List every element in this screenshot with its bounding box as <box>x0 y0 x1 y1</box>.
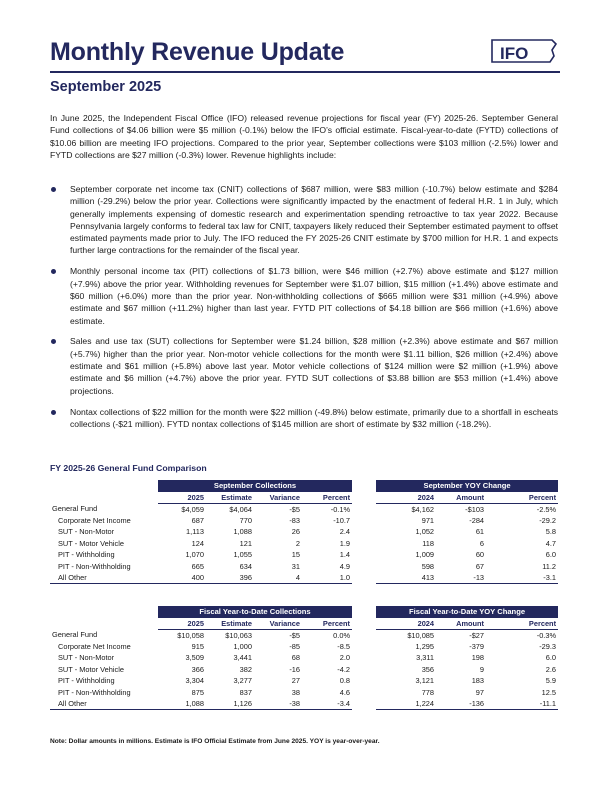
row-label: PIT - Non-Withholding <box>58 687 131 697</box>
bullet-icon <box>51 339 56 344</box>
table-cell: 3,121 <box>415 676 435 686</box>
table-cell: 6.0 <box>545 550 557 560</box>
table-cell: 382 <box>239 664 252 674</box>
page-header <box>50 38 560 70</box>
table-cell: 1,070 <box>185 550 204 560</box>
column-header: Variance <box>254 618 302 630</box>
table-cell: -13 <box>436 572 486 584</box>
row-label: All Other <box>50 698 158 710</box>
row-label: Corporate Net Income <box>58 641 131 651</box>
column-header: 2025 <box>158 618 206 630</box>
table-cell: -8.5 <box>337 641 351 651</box>
table-cell: 875 <box>191 687 204 697</box>
monthly-comparison-table <box>50 480 558 584</box>
table-row <box>50 687 558 699</box>
table-row <box>50 549 558 561</box>
table-cell: 4 <box>254 572 302 584</box>
column-header: 2025 <box>158 492 206 504</box>
table-cell: 1,088 <box>233 527 252 537</box>
table-cell: 198 <box>471 653 485 663</box>
table-cell: -10.7 <box>333 515 351 525</box>
table-row <box>50 538 558 550</box>
table-cell: 3,277 <box>233 676 252 686</box>
table-cell: 61 <box>475 527 485 537</box>
table-cell: 4.6 <box>339 687 351 697</box>
table-cell: 3,441 <box>233 653 252 663</box>
table-cell: 3,304 <box>185 676 204 686</box>
table-cell: 9 <box>479 664 485 674</box>
highlight-text: Monthly personal income tax (PIT) collections of $1.73 billion, were $46 million (+2.7%) above estimate and $127 million (+7.9%) above the prior year. Withholding revenues for September were $1.07 billion, $15 million (+1.4%) above estimate and $60 million (+6.0%) more than the prior year. Non-withholding collections of $665 million were $31 million (+4.9%) above estimate and $67 million (+11.2%) higher than last year. FYTD PIT collections of $4.18 billion are $66 million (+1.6%) above estimate. <box>70 266 558 326</box>
row-label: PIT - Withholding <box>58 550 115 560</box>
table-cell: 1.9 <box>339 538 351 548</box>
table-cell: 2.6 <box>545 664 557 674</box>
table-cell: -379 <box>469 641 485 651</box>
row-label: General Fund <box>52 504 98 514</box>
column-header: Percent <box>486 618 558 630</box>
table-cell: 687 <box>191 515 204 525</box>
table-cell: 31 <box>291 561 300 571</box>
table-cell: 2.0 <box>339 653 351 663</box>
table-cell: 1,295 <box>415 641 435 651</box>
table-cell: 5.8 <box>545 527 557 537</box>
table-cell: 1,088 <box>158 698 206 710</box>
table-cell: -2.5% <box>536 504 557 514</box>
column-header: Variance <box>254 492 302 504</box>
table-cell: $10,058 <box>177 630 204 640</box>
row-label: All Other <box>50 572 158 584</box>
table-cell: -$5 <box>289 504 300 514</box>
table-cell: -$5 <box>289 630 300 640</box>
row-label: PIT - Withholding <box>58 676 115 686</box>
column-header: Estimate <box>206 492 254 504</box>
bullet-icon <box>51 269 56 274</box>
table-cell: 6 <box>479 538 485 548</box>
table-cell: -4.2 <box>337 664 351 674</box>
table-cell: 1,055 <box>233 550 252 560</box>
highlight-cnit <box>50 183 558 257</box>
table-cell: 356 <box>421 664 435 674</box>
table-cell: -16 <box>289 664 300 674</box>
table-row <box>50 629 558 641</box>
row-label: Corporate Net Income <box>58 515 131 525</box>
table-row <box>50 503 558 515</box>
highlight-text: Sales and use tax (SUT) collections for September were $1.24 billion, $28 million (+2.3%) above estimate and $67 million (+5.7%) higher than the prior year. Non-motor vehicle collections for the month were $1.11 billion, $26 million (+2.4%) above estimate and $61 million (+5.8%) above last year. Motor vehicle collections of $124 million were $2 million (+1.9%) above estimate and $6 million (+4.7%) above the prior year. FYTD SUT collections of $3.88 billion are $53 million (+1.4%) above projections. <box>70 336 558 396</box>
table-cell: 0.8 <box>339 676 351 686</box>
table-cell: 38 <box>291 687 300 697</box>
table-cell: -0.3% <box>536 630 557 640</box>
table-row <box>50 652 558 664</box>
table-cell: -38 <box>254 698 302 710</box>
table-cell: 837 <box>239 687 252 697</box>
table-cell: $10,085 <box>407 630 435 640</box>
table-cell: 1,224 <box>376 698 436 710</box>
table-cell: 97 <box>475 687 485 697</box>
table-cell: 971 <box>421 515 435 525</box>
table-cell: 1,052 <box>415 527 435 537</box>
column-header: Estimate <box>206 618 254 630</box>
table-row <box>50 526 558 538</box>
highlight-text: September corporate net income tax (CNIT) collections of $687 million, were $83 million (-10.7%) below estimate and $284 million (-29.2%) below the prior year. Collections were significantly impacted by the enactment of federal H.R. 1 in July, which generally implements expensing of domestic research and experimentation spending retroactive to tax year 2022. Because Pennsylvania largely conforms to federal tax law for CNIT, taxpayers likely reduced their September estimated payment to offset estimated payments made prior to July. The IFO reduced the FY 2025-26 CNIT estimate by $700 million for H.R. 1 and expects further large contractions for the remainder of the fiscal year. <box>70 184 558 256</box>
table-cell: 366 <box>191 664 204 674</box>
table-cell: 1,113 <box>186 527 204 537</box>
table-cell: -83 <box>289 515 300 525</box>
table-cell: 5.9 <box>545 676 557 686</box>
table-cell: 3,509 <box>185 653 204 663</box>
highlight-pit <box>50 265 558 326</box>
column-header: Percent <box>486 492 558 504</box>
table-cell: -3.4 <box>302 698 352 710</box>
table-cell: -284 <box>469 515 485 525</box>
table-cell: 778 <box>421 687 435 697</box>
group-header-right: September YOY Change <box>376 480 558 492</box>
table-cell: 60 <box>475 550 485 560</box>
footnote: Note: Dollar amounts in millions. Estimate is IFO Official Estimate from June 2025. YOY is year-over-year. <box>50 738 380 745</box>
column-header: Amount <box>436 492 486 504</box>
table-cell: 4.7 <box>545 538 557 548</box>
intro-paragraph: In June 2025, the Independent Fiscal Office (IFO) released revenue projections for fiscal year (FY) 2025-26. September General Fund collections of $4.06 billion were $5 million (-0.1%) below the IFO’s official estimate. Fiscal-year-to-date (FYTD) collections of $10.06 billion are meeting IFO projections. Compared to the prior year, September collections were $103 million (-2.5%) lower and FYTD collections are $27 million (-0.3%) lower. Revenue highlights include: <box>50 113 558 160</box>
row-label: PIT - Non-Withholding <box>58 561 131 571</box>
group-header-right: Fiscal Year-to-Date YOY Change <box>376 606 558 618</box>
header-rule <box>50 71 560 73</box>
table-cell: 1.0 <box>302 572 352 584</box>
table-cell: 121 <box>239 538 252 548</box>
highlight-nontax <box>50 406 558 431</box>
table-cell: 396 <box>206 572 254 584</box>
column-header: 2024 <box>376 618 436 630</box>
table-cell: 915 <box>191 641 204 651</box>
table-row <box>50 664 558 676</box>
ifo-logo <box>486 32 560 68</box>
table-cell: -0.1% <box>330 504 351 514</box>
table-row <box>50 675 558 687</box>
table-cell: -136 <box>436 698 486 710</box>
table-row <box>50 698 558 710</box>
table-cell: 598 <box>421 561 435 571</box>
column-header: 2024 <box>376 492 436 504</box>
row-label: General Fund <box>52 630 98 640</box>
table-cell: 12.5 <box>541 687 557 697</box>
logo-text: IFO <box>500 44 529 63</box>
table-cell: 400 <box>158 572 206 584</box>
table-cell: 665 <box>191 561 204 571</box>
table-row <box>50 641 558 653</box>
table-cell: 27 <box>291 676 300 686</box>
table-cell: 4.9 <box>339 561 351 571</box>
table-cell: 15 <box>291 550 300 560</box>
table-row <box>50 561 558 573</box>
page-subtitle: September 2025 <box>50 79 162 95</box>
table-row <box>50 572 558 584</box>
table-cell: -3.1 <box>486 572 558 584</box>
page-title: Monthly Revenue Update <box>50 38 345 66</box>
row-label: SUT - Non-Motor <box>58 653 115 663</box>
row-label: SUT - Motor Vehicle <box>58 538 124 548</box>
table-cell: 68 <box>291 653 300 663</box>
column-header: Percent <box>302 618 352 630</box>
table-cell: -11.1 <box>486 698 558 710</box>
column-header: Amount <box>436 618 486 630</box>
table-cell: 183 <box>471 676 485 686</box>
highlight-text: Nontax collections of $22 million for the month were $22 million (-49.8%) below estimate, primarily due to a shortfall in escheats collections (-$21 million). FYTD nontax collections of $145 million are short of estimate by $32 million (-18.2%). <box>70 406 558 429</box>
table-cell: $4,162 <box>411 504 435 514</box>
fytd-comparison-table <box>50 606 558 710</box>
table-cell: 26 <box>291 527 300 537</box>
table-cell: 3,311 <box>416 653 435 663</box>
column-header: Percent <box>302 492 352 504</box>
table-cell: 1,126 <box>206 698 254 710</box>
bullet-icon <box>51 187 56 192</box>
table-cell: 11.2 <box>542 561 557 571</box>
table-cell: $10,063 <box>225 630 252 640</box>
group-header-left: September Collections <box>158 480 352 492</box>
table-cell: -$27 <box>469 630 485 640</box>
bullet-icon <box>51 410 56 415</box>
group-header-left: Fiscal Year-to-Date Collections <box>158 606 352 618</box>
table-cell: 6.0 <box>545 653 557 663</box>
table-cell: 0.0% <box>333 630 351 640</box>
table-cell: -29.2 <box>539 515 557 525</box>
table-cell: 2 <box>295 538 300 548</box>
table-cell: $4,059 <box>181 504 204 514</box>
table-cell: -29.3 <box>539 641 557 651</box>
row-label: SUT - Motor Vehicle <box>58 664 124 674</box>
table-row <box>50 515 558 527</box>
table-cell: 634 <box>239 561 252 571</box>
table-cell: 1.4 <box>339 550 351 560</box>
table-cell: 770 <box>239 515 252 525</box>
highlights-list <box>50 183 558 439</box>
section-title: FY 2025-26 General Fund Comparison <box>50 463 207 473</box>
table-cell: -85 <box>289 641 300 651</box>
table-cell: 2.4 <box>339 527 351 537</box>
table-cell: 67 <box>475 561 485 571</box>
table-cell: 1,009 <box>415 550 435 560</box>
highlight-sut <box>50 335 558 396</box>
table-cell: -$103 <box>465 504 485 514</box>
row-label: SUT - Non-Motor <box>58 527 115 537</box>
table-cell: 413 <box>376 572 436 584</box>
table-cell: 1,000 <box>233 641 252 651</box>
table-cell: 118 <box>422 538 435 548</box>
table-cell: 124 <box>191 538 204 548</box>
table-cell: $4,064 <box>229 504 252 514</box>
